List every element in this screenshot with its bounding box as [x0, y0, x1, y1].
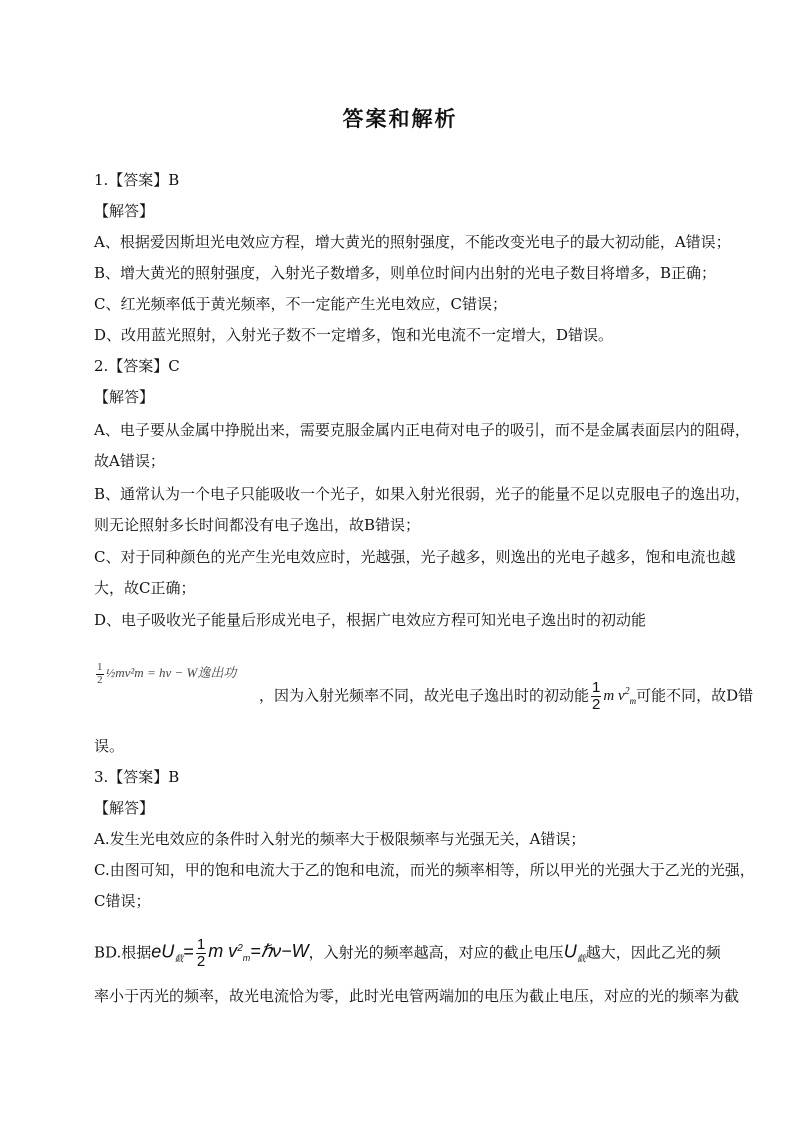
equation-image-text: ½mv²m = hν − W逸出功 [105, 665, 237, 681]
cutoff-voltage-symbol: U [563, 941, 577, 962]
kinetic-energy-fraction: $\frac{1}{2}$ [592, 679, 601, 713]
bd-prefix: BD.根据 [94, 943, 152, 962]
bd-formula-fraction: $\frac{1}{2}$ [196, 936, 206, 970]
q2-option-d-line1: D、电子吸收光子能量后形成光电子，根据广电效应方程可知光电子逸出时的初动能 [94, 611, 647, 629]
q2-option-a-line2: 故A错误； [94, 452, 165, 470]
page-title: 答案和解析 [342, 106, 458, 131]
q2-option-d-line3: 误。 [94, 737, 125, 755]
q2-option-d-line2 [259, 680, 753, 713]
q2-option-c-line2: 大，故C正确； [94, 579, 196, 597]
q1-option-b: B、增大黄光的照射强度，入射光子数增多，则单位时间内出射的光电子数目将增多，B正确； [94, 264, 717, 282]
bd-formula-sub: 截 [174, 953, 184, 964]
q2-d2-end-text: 可能不同，故D错 [636, 686, 754, 705]
bd-mid-text: ，入射光的频率越高，对应的截止电压 [308, 943, 564, 962]
equation-fraction: $\frac{1}{2}$ [97, 661, 103, 686]
q2-option-a-line1: A、电子要从金属中挣脱出来，需要克服金属内正电荷对电子的吸引，而不是金属表面层内的阻碍， [94, 421, 750, 439]
photoelectric-equation-image [94, 662, 236, 686]
bd-formula-lhs: eU [151, 941, 175, 962]
q3-option-c-line2: C错误； [94, 892, 151, 910]
q3-option-bd-line2: 率小于丙光的频率，故光电流恰为零，此时光电管两端加的电压为截止电压，对应的光的频率为截 [94, 987, 740, 1005]
bd-end-text: 越大，因此乙光的频 [585, 943, 721, 962]
q2-solution-label: 【解答】 [94, 388, 155, 406]
q1-option-c: C、红光频率低于黄光频率，不一定能产生光电效应，C错误； [94, 295, 507, 313]
q2-option-c-line1: C、对于同种颜色的光产生光电效应时，光越强，光子越多，则逸出的光电子越多，饱和电流也越 [94, 548, 736, 566]
q2-answer: 2.【答案】C [94, 357, 180, 375]
q2-d2-text: ，因为入射光频率不同，故光电子逸出时的初动能 [259, 686, 590, 705]
q1-option-a: A、根据爱因斯坦光电效应方程，增大黄光的照射强度，不能改变光电子的最大初动能，A错误； [94, 233, 731, 251]
bd-formula-rhs: m $v^2_m=\hbar\nu-W$ [208, 941, 309, 964]
q3-answer: 3.【答案】B [94, 768, 180, 786]
kinetic-energy-term: m $v^2_m$ [603, 686, 637, 707]
q1-solution-label: 【解答】 [94, 202, 155, 220]
q1-option-d: D、改用蓝光照射，入射光子数不一定增多，饱和光电流不一定增大，D错误。 [94, 326, 614, 344]
q3-option-c-line1: C.由图可知，甲的饱和电流大于乙的饱和电流，而光的频率相等，所以甲光的光强大于乙光的光强， [94, 861, 755, 879]
q2-option-b-line1: B、通常认为一个电子只能吸收一个光子，如果入射光很弱，光子的能量不足以克服电子的逸出功， [94, 485, 751, 503]
cutoff-voltage-sub: 截 [576, 953, 586, 964]
q3-option-bd-line1: BD.根据$eU_截=$ $\frac{1}{2}$ m $v^2_m=\hbar\nu-W$，入射光的频率越高，对应的截止电压$U_截$越大，因此乙光的频 [94, 936, 721, 970]
q1-answer: 1.【答案】B [94, 171, 180, 189]
q2-option-b-line2: 则无论照射多长时间都没有电子逸出，故B错误； [94, 516, 421, 534]
q3-solution-label: 【解答】 [94, 799, 155, 817]
q3-option-a: A.发生光电效应的条件时入射光的频率大于极限频率与光强无关，A错误； [94, 830, 586, 848]
